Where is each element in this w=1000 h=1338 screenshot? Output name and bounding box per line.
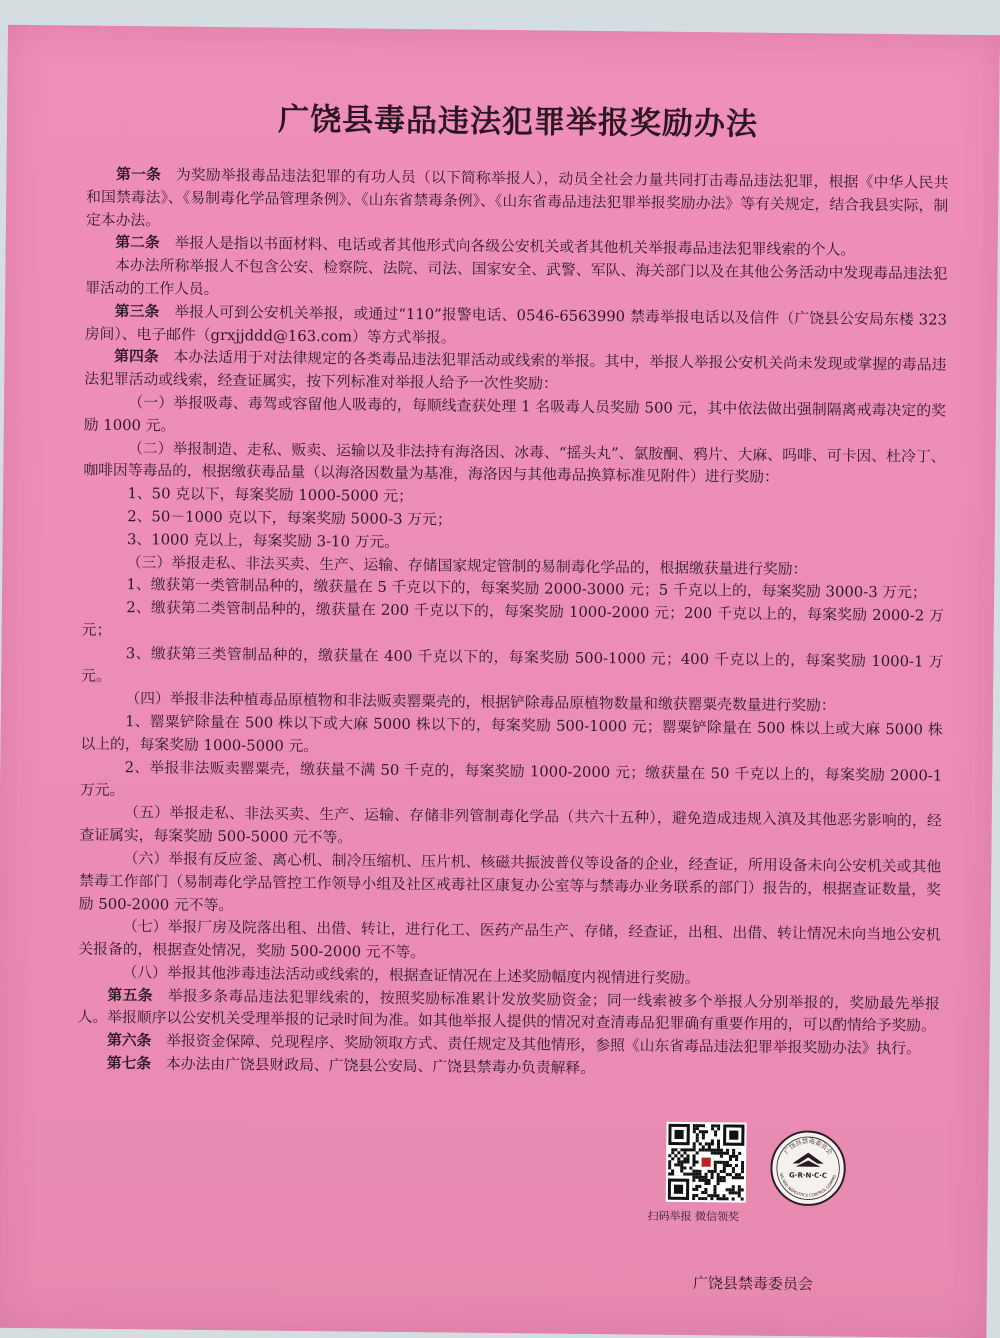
seal-top-text: 广饶县禁毒委员会 (783, 1138, 834, 1157)
paragraph-text: （四）举报非法种植毒品原植物和非法贩卖罂粟壳的，根据铲除毒品原植物数量和缴获罂粟壳数量进行奖励： (125, 690, 836, 715)
paragraph-text: 3、缴获第三类管制品种的，缴获量在 400 千克以下的，每案奖励 500-1000 元；400 千克以上的，每案奖励 1000-1 万元。 (81, 644, 944, 685)
article-paragraph (86, 164, 949, 241)
item-paragraph (79, 848, 942, 925)
paragraph-text: 举报人可到公安机关举报，或通过“110”报警电话、0546-6563990 禁毒举报电话以及信件（广饶县公安局东楼 323 房间）、电子邮件（grxjjddd@163.com）等方式举报。 (84, 303, 948, 347)
qr-code-icon (668, 1124, 745, 1201)
paragraph-text: （二）举报制造、走私、贩卖、运输以及非法持有海洛因、冰毒、“摇头丸”、氯胺酮、鸦片、大麻、吗啡、可卡因、杜冷丁、咖啡因等毒品的，根据缴获毒品量（以海洛因数量为基准，海洛因与其他毒品换算标准见附件）进行奖励： (83, 439, 946, 487)
paragraph-text: （七）举报厂房及院落出租、出借、转让，进行化工、医药产品生产、存储，经查证，出租、出借、转让情况未向当地公安机关报备的，根据查处情况，奖励 500-2000 元不等。 (78, 918, 941, 962)
paragraph-text: 本办法所称举报人不包含公安、检察院、法院、司法、国家安全、武警、军队、海关部门以及在其他公务活动中发现毒品违法犯罪活动的工作人员。 (85, 257, 948, 299)
paragraph-text: 2、50－1000 克以下，每案奖励 5000-3 万元； (127, 508, 452, 529)
article-number: 第一条 (115, 165, 162, 184)
paragraph-text: 举报人是指以书面材料、电话或者其他形式向各级公安机关或者其他机关举报毒品违法犯罪线索的个人。 (174, 234, 856, 260)
paragraph-text: 本办法由广饶县财政局、广饶县公安局、广饶县禁毒办负责解释。 (165, 1055, 596, 1078)
qr-caption: 扫码举报 微信领奖 (647, 1209, 740, 1224)
document-title: 广饶县毒品违法犯罪举报奖励办法 (277, 101, 759, 143)
paragraph-text: 举报资金保障、兑现程序、奖励领取方式、责任规定及其他情形，参照《山东省毒品违法犯罪举报奖励办法》执行。 (166, 1032, 921, 1058)
article-number: 第三条 (114, 302, 160, 321)
article-number: 第六条 (106, 1032, 152, 1050)
paragraph-list (77, 164, 949, 1085)
paragraph-text: 1、罂粟铲除量在 500 株以下或大麻 5000 株以下的，每案奖励 500-1000 元；罂粟铲除量在 500 株以上或大麻 5000 株以上的，每案奖励 1000-5000 元。 (80, 713, 943, 756)
seal-side-text: GUANG RAO NARCOTICS CONTROL COMMISSION (778, 1172, 837, 1198)
paragraph-text: （一）举报吸毒、毒驾或容留他人吸毒的，每顺线查获处理 1 名吸毒人员奖励 500 元，其中依法做出强制隔离戒毒决定的奖励 1000 元。 (83, 394, 947, 435)
paragraph-text: 为奖励举报毒品违法犯罪的有功人员（以下简称举报人），动员全社会力量共同打击毒品违法犯罪，根据《中华人民共和国禁毒法》、《易制毒化学品管理条例》、《山东省禁毒条例》、《山东省毒品违法犯罪举报奖励办法》等有关规定，结合我县实际，制定本办法。 (85, 166, 949, 230)
document-sheet (0, 25, 1000, 1338)
article-number: 第四条 (114, 348, 159, 366)
paragraph-text: 举报多条毒品违法犯罪线索的，按照奖励标准累计发放奖励资金；同一线索被多个举报人分别举报的，奖励最先举报人。举报顺序以公安机关受理举报的记录时间为准。如其他举报人提供的情况对查清毒品犯罪确有重要作用的，可以酌情给予奖励。 (77, 987, 940, 1036)
article-number: 第五条 (107, 986, 154, 1005)
paragraph-text: （六）举报有反应釜、离心机、制冷压缩机、压片机、核磁共振波普仪等设备的企业，经查证，所用设备未向公安机关或其他禁毒工作部门（易制毒化学品管控工作领导小组及社区戒毒社区康复办公室等与禁毒办业务联系的部门）报告的，根据查证数量，奖励 500-2000 元不等。 (78, 849, 942, 914)
paragraph-text: 2、缴获第二类管制品种的，缴获量在 200 千克以下的，每案奖励 1000-2000 元；200 千克以上的，每案奖励 2000-2 万元； (81, 599, 944, 639)
paragraph-text: 2、举报非法贩卖罂粟壳，缴获量不满 50 千克的，每案奖励 1000-2000 元；缴获量在 50 千克以上的，每案奖励 2000-1 万元。 (79, 758, 943, 799)
footer-block (583, 1121, 885, 1294)
paragraph-text: 1、50 克以下，每案奖励 1000-5000 元； (127, 485, 414, 506)
article-number: 第七条 (106, 1054, 152, 1073)
article-number: 第二条 (115, 234, 160, 252)
issuer-name: 广饶县禁毒委员会 (692, 1274, 813, 1294)
paragraph-text: （八）举报其他涉毒违法活动或线索的，根据查证情况在上述奖励幅度内视情进行奖励。 (122, 963, 700, 987)
paragraph-text: 3、1000 克以上，每案奖励 3-10 万元。 (126, 530, 400, 551)
committee-seal-icon (769, 1129, 848, 1208)
paragraph-text: （三）举报走私、非法买卖、生产、运输、存储国家规定管制的易制毒化学品的，根据缴获量进行奖励： (126, 553, 808, 578)
paragraph-text: 本办法适用于对法律规定的各类毒品违法犯罪活动或线索的举报。其中，举报人举报公安机关尚未发现或掌握的毒品违法犯罪活动或线索，经查证属实，按下列标准对举报人给予一次性奖励： (84, 348, 947, 393)
document-body (77, 98, 949, 1085)
qr-code[interactable] (666, 1122, 747, 1203)
seal-center-text: G·R·N·C·C (789, 1170, 828, 1180)
paragraph-text: 1、缴获第一类管制品种的，缴获量在 5 千克以下的，每案奖励 2000-3000 元；5 千克以上的，每案奖励 3000-3 万元； (126, 576, 927, 602)
paragraph-text: （五）举报走私、非法买卖、生产、运输、存储非列管制毒化学品（共六十五种），避免造成违规入滇及其他恶劣影响的，经查证属实，每案奖励 500-5000 元不等。 (79, 804, 942, 847)
